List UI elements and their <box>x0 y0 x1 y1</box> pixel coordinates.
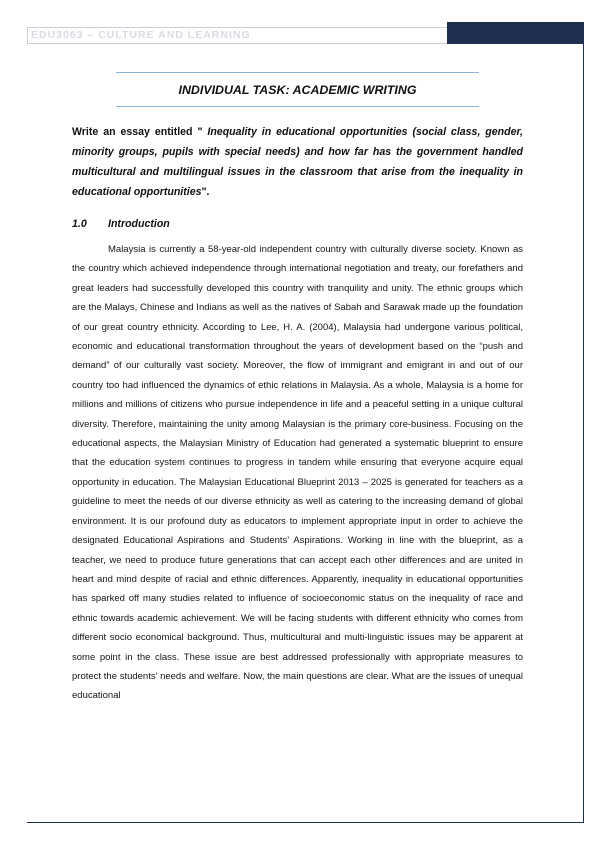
section-heading: Introduction <box>108 218 170 230</box>
document-title: INDIVIDUAL TASK: ACADEMIC WRITING <box>178 83 417 97</box>
header-accent-block <box>447 22 584 44</box>
prompt-end: ". <box>201 186 210 198</box>
prompt-lead: Write an essay entitled " <box>72 126 208 138</box>
introduction-body <box>72 240 523 706</box>
essay-prompt <box>72 122 523 202</box>
prompt-topic: Inequality in educational opportunities (social class, gender, minority groups, pupils with special needs) and how far has the government handled multicultural and multilingual issues in the classroom that arise from the inequality in educational opportunities <box>72 126 523 198</box>
introduction-paragraph: Malaysia is currently a 58-year-old independent country with culturally diverse society. Known as the country which achieved independence through international negotiation and treaty, our forefathers and great leaders had successfully developed this country with tranquility and unity. The ethnic groups which are the Malays, Chinese and Indians as well as the natives of Sabah and Sarawak made up the foundation of our great country ethnicity. According to Lee, H. A. (2004), Malaysia had undergone various political, economic and educational transformation throughout the years of development based on the “push and demand” of our culturally vast society. Moreover, the flow of immigrant and emigrant in and out of our country too had influenced the dynamics of ethic relations in Malaysia. As a whole, Malaysia is a home for millions and millions of citizens who pursue independence in life and a peaceful setting in a unique cultural diversity. Therefore, maintaining the unity among Malaysian is the primary core-business. Focusing on the educational aspects, the Malaysian Ministry of Education had generated a systematic blueprint to ensure that the education system continues to progress in tandem while ensuring that everyone acquire equal opportunity in education. The Malaysian Educational Blueprint 2013 – 2025 is generated for teachers as a guideline to meet the needs of our diverse ethnicity as well as catering to the increasing demand of global environment. It is our profound duty as educators to implement appropriate input in order to achieve the designated Educational Aspirations and Students’ Aspirations. Working in line with the blueprint, as a teacher, we need to produce future generations that can accept each other differences and are united in heart and mind despite of racial and ethnic differences. Apparently, inequality in educational opportunities has sparked off many studies related to influence of socioeconomic status on the inequality of race and ethnic towards academic achievement. We will be facing students with different ethnicity who comes from different socio economical background. Thus, multicultural and multi-linguistic issues may be apparent at some point in the class. These issue are best addressed professionally with appropriate measures to protect the students’ needs and welfare. Now, the main questions are clear. What are the issues of unequal educational <box>72 244 523 702</box>
section-number: 1.0 <box>72 218 87 230</box>
course-header-label: EDU3063 – CULTURE AND LEARNING <box>31 29 251 41</box>
title-rule-top <box>116 72 479 73</box>
title-rule-bottom <box>116 106 479 107</box>
